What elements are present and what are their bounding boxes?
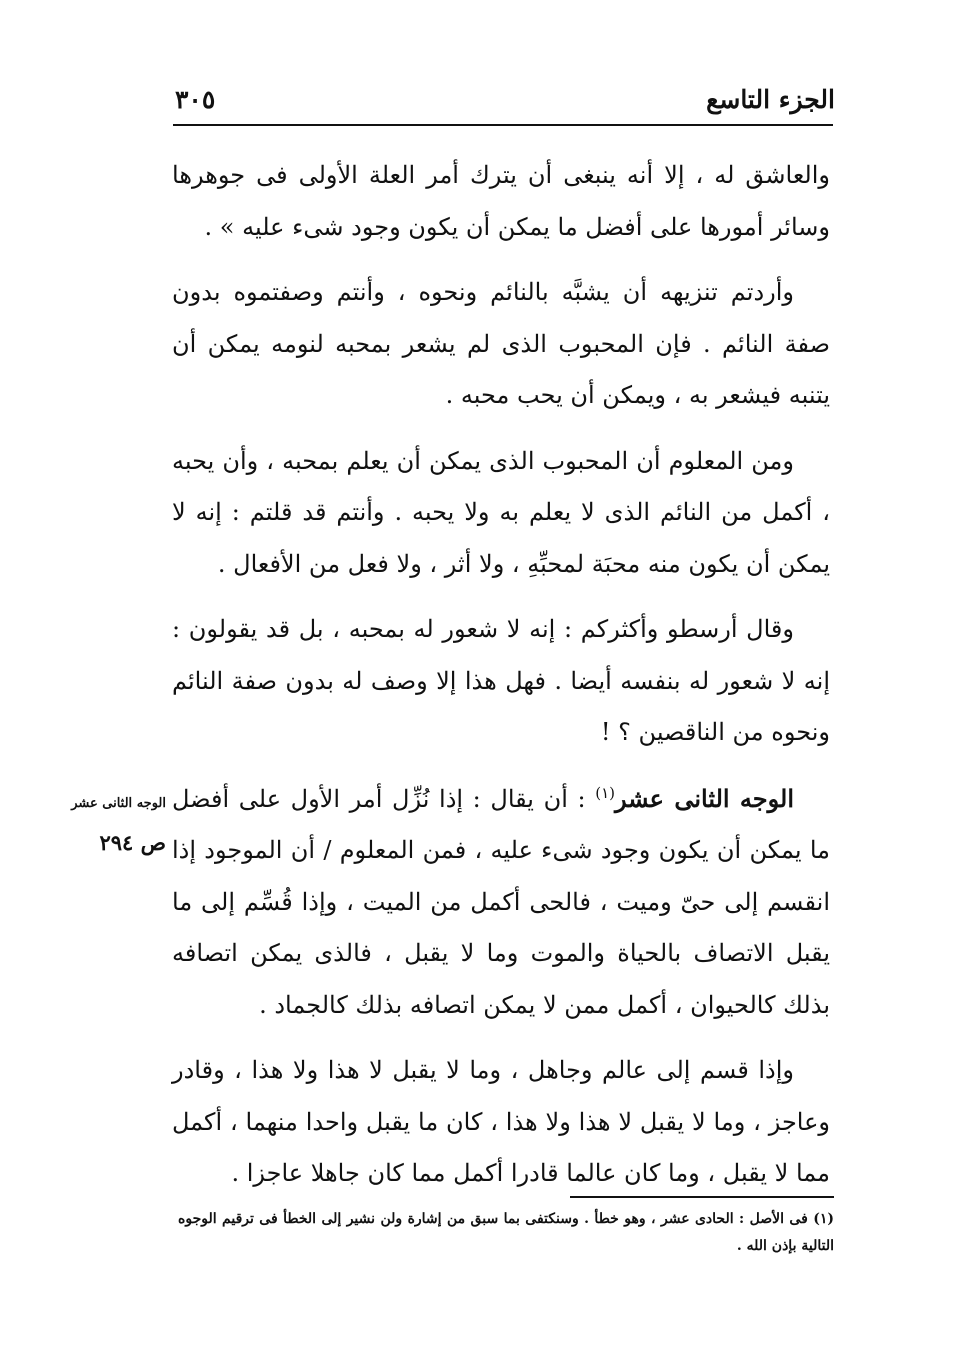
running-title: الجزء التاسع [706,84,835,114]
footnote: (١) فى الأصل : الحادى عشر ، وهو خطأ . وسنكتفى بما سبق من إشارة ولن نشير إلى الخطأ فى ترقيم الوجوه التالية بإذن الله . [178,1211,834,1254]
page-number: ٣٠٥ [175,84,216,114]
main-text [172,150,830,1214]
section-paragraph [172,773,830,1032]
paragraph-3: ومن المعلوم أن المحبوب الذى يمكن أن يعلم بمحبه ، وأن يحبه ، أكمل من النائم الذى لا يعلم به ولا يحبه . وأنتم قد قلتم : إنه لا يمكن أن يكون منه محبَة لمحبِّهِ ، ولا أثر ، ولا فعل من الأفعال . [172,446,830,578]
margin-page-reference: ص ٢٩٤ [99,830,166,855]
paragraph-last: وإذا قسم إلى عالم وجاهل ، وما لا يقبل لا هذا ولا هذا ، وقادر وعاجز ، وما لا يقبل لا هذا ولا هذا ، كان ما يقبل واحدا منهما ، أكمل مما لا يقبل ، وما كان عالما قادرا أكمل مما كان جاهلا عاجزا . [172,1056,830,1187]
footnote-rule [570,1196,834,1198]
paragraph-1: والعاشق له ، إلا أنه ينبغى أن يترك أمر العلة الأولى فى جوهرها وسائر أمورها على أفضل ما يمكن أن يكون وجود شىء عليه » . [172,161,830,241]
margin-section-note: الوجه الثانى عشر [71,796,166,811]
paragraph-2: وأردتم تنزيهه أن يشبَّه بالنائم ونحوه ، وأنتم وصفتموه بدون صفة النائم . فإن المحبوب الذى لم يشعر بمحبه لنومه يمكن أن يتنبه فيشعر به ، ويمكن أن يحب محبه . [172,278,830,409]
section-heading: الوجه الثانى عشر [615,783,794,813]
section-text: : أن يقال : إذا نُزِّل أمر الأول على أفضل ما يمكن أن يكون وجود شىء عليه ، فمن المعلوم / أن الموجود إذا انقسم إلى حىّ وميت ، فالحى أكمل من الميت ، وإذا قُسِّم إلى ما يقبل الاتصاف بالحياة والموت وما لا يقبل ، فالذى يمكن اتصافه بذلك كالحيوان ، أكمل ممن لا يمكن اتصافه بذلك كالجماد . [172,784,830,1019]
header-rule [173,124,833,126]
footnote-marker: (١) [595,783,616,802]
paragraph-4: وقال أرسطو وأكثركم : إنه لا شعور له بمحبه ، بل قد يقولون : إنه لا شعور له بنفسه أيضا . فهل هذا إلا وصف له بدون صفة النائم ونحوه من الناقصين ؟ ! [172,615,830,746]
running-header [175,82,835,116]
